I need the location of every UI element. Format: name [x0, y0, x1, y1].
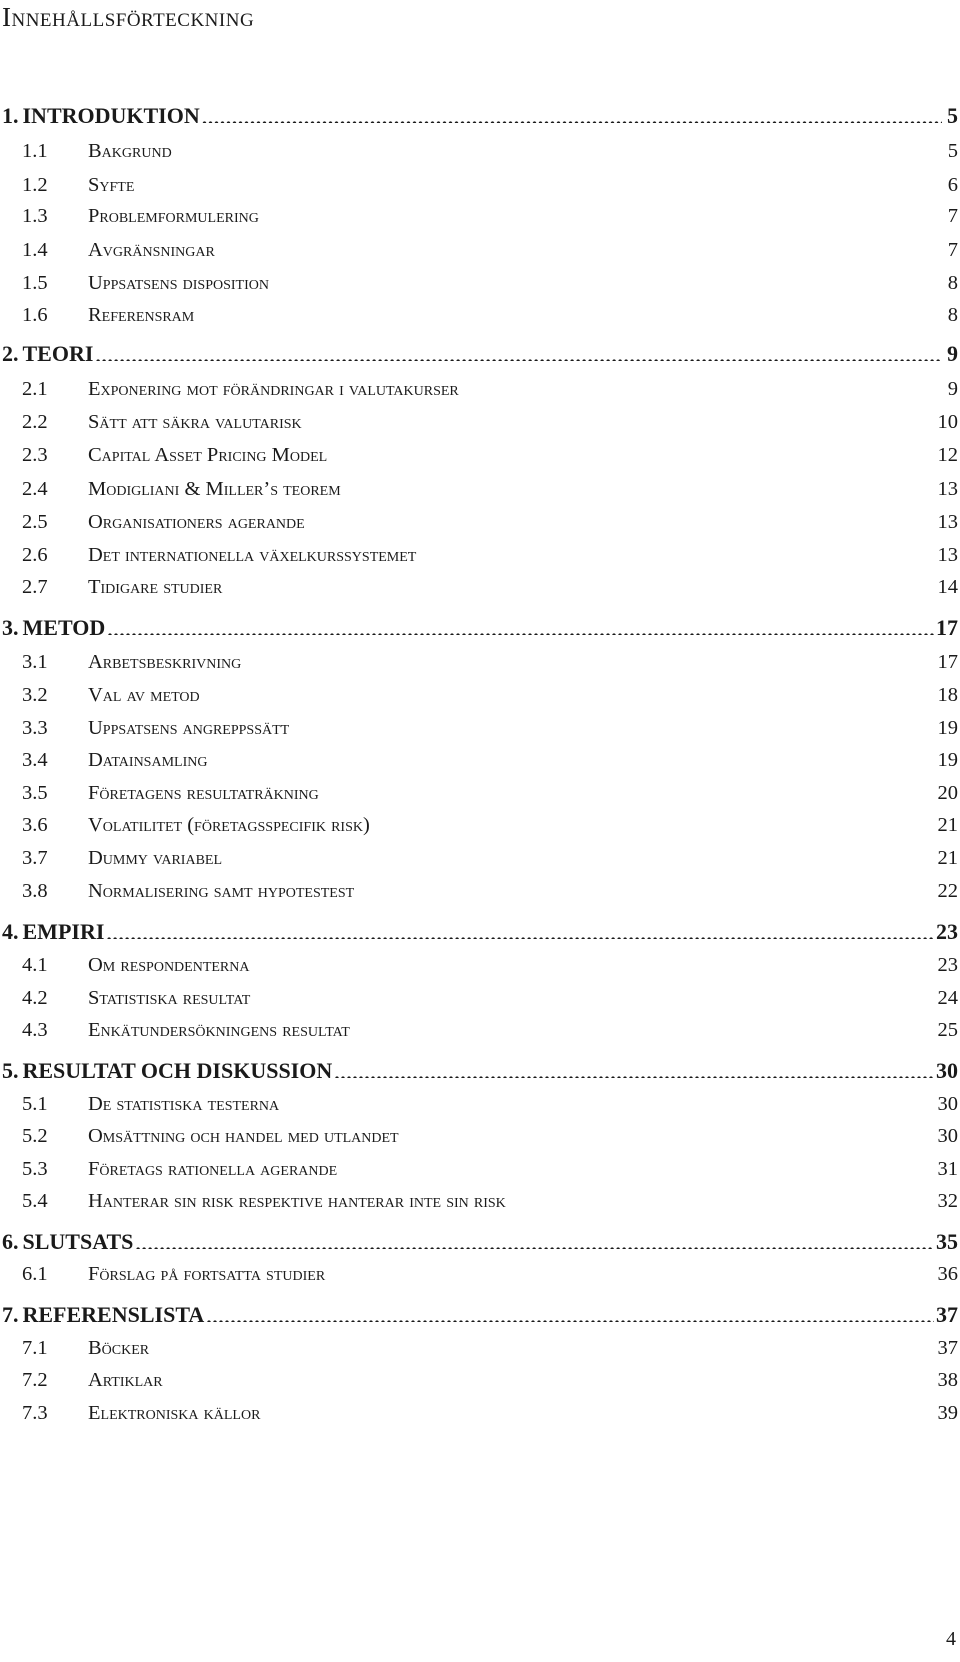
- toc-entry-label: Omsättning och handel med utlandet: [88, 1125, 399, 1147]
- toc-entry-label: Modigliani & Miller’s teorem: [88, 478, 341, 500]
- toc-dot-leader: [209, 746, 935, 767]
- toc-dot-leader: [136, 171, 942, 192]
- toc-chapter-entry[interactable]: [0, 337, 960, 371]
- toc-entry-page: 36: [937, 1263, 958, 1285]
- toc-dot-leader: [224, 844, 935, 865]
- toc-dot-leader: [252, 951, 936, 972]
- toc-section-entry[interactable]: [0, 1396, 960, 1430]
- toc-entry-number: 5.4: [22, 1190, 48, 1212]
- toc-entry-page: 12: [937, 444, 958, 466]
- toc-entry-page: 13: [937, 511, 958, 533]
- toc-entry-page: 17: [937, 651, 958, 673]
- toc-section-entry[interactable]: [0, 874, 960, 908]
- toc-entry-number: 6.: [2, 1229, 19, 1254]
- toc-section-entry[interactable]: [0, 233, 960, 267]
- toc-entry-number: 3.2: [22, 684, 48, 706]
- toc-dot-leader: [243, 648, 935, 669]
- toc-entry-number: 3.7: [22, 847, 48, 869]
- toc-entry-page: 7: [947, 205, 958, 227]
- toc-entry-number: 3.: [2, 615, 19, 640]
- toc-section-entry[interactable]: [0, 776, 960, 810]
- toc-dot-leader: [174, 137, 942, 158]
- toc-section-entry[interactable]: [0, 538, 960, 572]
- toc-entry-label: Datainsamling: [88, 749, 208, 771]
- toc-entry-label: Artiklar: [88, 1369, 163, 1391]
- toc-section-entry[interactable]: [0, 168, 960, 202]
- toc-entry-number: 3.5: [22, 782, 48, 804]
- toc-entry-label: Exponering mot förändringar i valutakurser: [88, 378, 459, 400]
- toc-dot-leader: [202, 101, 942, 123]
- toc-entry-page: 37: [937, 1337, 958, 1359]
- toc-section-entry[interactable]: [0, 981, 960, 1015]
- toc-entry-number: 2.1: [22, 378, 48, 400]
- toc-entry-page: 13: [937, 478, 958, 500]
- toc-dot-leader: [206, 1300, 934, 1322]
- toc-entry-number: 2.6: [22, 544, 48, 566]
- toc-dot-leader: [372, 811, 936, 832]
- toc-entry-number: 1.2: [22, 174, 48, 196]
- toc-dot-leader: [107, 613, 934, 635]
- toc-section-entry[interactable]: [0, 505, 960, 539]
- toc-entry-number: 3.8: [22, 880, 48, 902]
- toc-entry-page: 19: [937, 717, 958, 739]
- toc-entry-label: Organisationers agerande: [88, 511, 305, 533]
- toc-entry-label: Capital Asset Pricing Model: [88, 444, 328, 466]
- toc-entry-number: 1.3: [22, 205, 48, 227]
- toc-entry-number: 3.3: [22, 717, 48, 739]
- toc-entry-label: Tidigare studier: [88, 576, 223, 598]
- toc-entry-page: 39: [937, 1402, 958, 1424]
- toc-entry-number: 3.6: [22, 814, 48, 836]
- toc-dot-leader: [334, 1056, 934, 1078]
- toc-entry-label: Val av metod: [88, 684, 200, 706]
- toc-chapter-entry[interactable]: [0, 611, 960, 645]
- toc-section-entry[interactable]: [0, 372, 960, 406]
- toc-dot-leader: [327, 1260, 935, 1281]
- toc-entry-page: 23: [937, 954, 958, 976]
- toc-section-entry[interactable]: [0, 438, 960, 472]
- toc-entry-number: 1.: [2, 103, 19, 128]
- toc-dot-leader: [321, 779, 936, 800]
- toc-entry-page: 6: [947, 174, 958, 196]
- toc-entry-page: 17: [936, 615, 958, 640]
- toc-section-entry[interactable]: [0, 199, 960, 233]
- toc-dot-leader: [106, 917, 934, 939]
- toc-chapter-entry[interactable]: [0, 1054, 960, 1088]
- toc-section-entry[interactable]: [0, 134, 960, 168]
- toc-entry-label: Normalisering samt hypotestest: [88, 880, 355, 902]
- toc-entry-number: 2.4: [22, 478, 48, 500]
- toc-chapter-entry[interactable]: [0, 915, 960, 949]
- toc-section-entry[interactable]: [0, 711, 960, 745]
- toc-entry-number: 2.: [2, 341, 19, 366]
- toc-entry-number: 1.6: [22, 304, 48, 326]
- toc-entry-number: 2.2: [22, 411, 48, 433]
- toc-entry-label: METOD: [22, 615, 106, 640]
- toc-section-entry[interactable]: [0, 808, 960, 842]
- toc-entry-page: 9: [947, 341, 958, 366]
- toc-entry-page: 30: [936, 1058, 958, 1083]
- toc-entry-number: 5.2: [22, 1125, 48, 1147]
- toc-dot-leader: [252, 984, 935, 1005]
- toc-entry-label: Arbetsbeskrivning: [88, 651, 242, 673]
- toc-dot-leader: [261, 202, 942, 223]
- toc-entry-page: 22: [937, 880, 958, 902]
- toc-section-entry[interactable]: [0, 1257, 960, 1291]
- toc-entry-number: 4.1: [22, 954, 48, 976]
- toc-entry-label: Förslag på fortsatta studier: [88, 1263, 326, 1285]
- toc-entry-page: 10: [937, 411, 958, 433]
- toc-section-entry[interactable]: [0, 1363, 960, 1397]
- toc-dot-leader: [151, 1334, 935, 1355]
- toc-entry-number: 2.5: [22, 511, 48, 533]
- toc-section-entry[interactable]: [0, 472, 960, 506]
- toc-entry-page: 31: [937, 1158, 958, 1180]
- toc-section-entry[interactable]: [0, 1152, 960, 1186]
- toc-entry-page: 23: [936, 919, 958, 944]
- toc-section-entry[interactable]: [0, 1087, 960, 1121]
- toc-section-entry[interactable]: [0, 948, 960, 982]
- toc-dot-leader: [202, 681, 936, 702]
- toc-entry-page: 30: [937, 1125, 958, 1147]
- toc-entry-number: 7.3: [22, 1402, 48, 1424]
- toc-entry-label: EMPIRI: [22, 919, 105, 944]
- toc-entry-label: Syfte: [88, 174, 135, 196]
- toc-entry-number: 4.3: [22, 1019, 48, 1041]
- toc-entry-label: Dummy variabel: [88, 847, 223, 869]
- toc-entry-page: 20: [937, 782, 958, 804]
- toc-dot-leader: [271, 269, 942, 290]
- toc-entry-label: Om respondenterna: [88, 954, 250, 976]
- toc-dot-leader: [196, 301, 942, 322]
- toc-entry-label: REFERENSLISTA: [22, 1302, 205, 1327]
- toc-entry-number: 5.3: [22, 1158, 48, 1180]
- toc-dot-leader: [508, 1187, 936, 1208]
- toc-entry-page: 21: [937, 847, 958, 869]
- toc-section-entry[interactable]: [0, 678, 960, 712]
- toc-entry-page: 37: [936, 1302, 958, 1327]
- toc-entry-label: Elektroniska källor: [88, 1402, 261, 1424]
- toc-section-entry[interactable]: [0, 1119, 960, 1153]
- toc-section-entry[interactable]: [0, 1013, 960, 1047]
- toc-entry-label: RESULTAT OCH DISKUSSION: [22, 1058, 333, 1083]
- toc-dot-leader: [165, 1366, 936, 1387]
- toc-entry-label: SLUTSATS: [22, 1229, 134, 1254]
- toc-entry-number: 5.: [2, 1058, 19, 1083]
- toc-entry-number: 1.4: [22, 239, 48, 261]
- toc-dot-leader: [461, 375, 942, 396]
- toc-entry-page: 21: [937, 814, 958, 836]
- toc-entry-page: 24: [937, 987, 958, 1009]
- toc-dot-leader: [217, 236, 942, 257]
- toc-entry-page: 5: [947, 103, 958, 128]
- toc-dot-leader: [352, 1016, 936, 1037]
- toc-entry-label: INTRODUKTION: [22, 103, 200, 128]
- toc-dot-leader: [329, 441, 935, 462]
- toc-entry-label: Uppsatsens angreppssätt: [88, 717, 290, 739]
- toc-entry-label: Uppsatsens disposition: [88, 272, 269, 294]
- toc-entry-page: 13: [937, 544, 958, 566]
- toc-dot-leader: [262, 1399, 935, 1420]
- toc-dot-leader: [418, 541, 935, 562]
- page-title: Innehållsförteckning: [2, 2, 255, 32]
- toc-dot-leader: [401, 1122, 936, 1143]
- toc-section-entry[interactable]: [0, 405, 960, 439]
- toc-entry-number: 1.1: [22, 140, 48, 162]
- toc-dot-leader: [343, 475, 936, 496]
- toc-entry-page: 30: [937, 1093, 958, 1115]
- toc-entry-page: 9: [947, 378, 958, 400]
- toc-section-entry[interactable]: [0, 1184, 960, 1218]
- toc-entry-page: 25: [937, 1019, 958, 1041]
- toc-chapter-entry[interactable]: [0, 1225, 960, 1259]
- toc-section-entry[interactable]: [0, 266, 960, 300]
- toc-entry-number: 5.1: [22, 1093, 48, 1115]
- toc-entry-page: 8: [947, 304, 958, 326]
- toc-dot-leader: [95, 339, 942, 361]
- toc-section-entry[interactable]: [0, 743, 960, 777]
- toc-entry-label: Böcker: [88, 1337, 150, 1359]
- toc-entry-number: 4.: [2, 919, 19, 944]
- toc-dot-leader: [291, 714, 935, 735]
- toc-entry-page: 19: [937, 749, 958, 771]
- toc-entry-label: Referensram: [88, 304, 195, 326]
- toc-entry-label: Avgränsningar: [88, 239, 215, 261]
- toc-entry-number: 3.4: [22, 749, 48, 771]
- toc-entry-page: 18: [937, 684, 958, 706]
- toc-entry-label: Sätt att säkra valutarisk: [88, 411, 302, 433]
- toc-entry-label: Det internationella växelkurssystemet: [88, 544, 417, 566]
- toc-entry-label: Statistiska resultat: [88, 987, 251, 1009]
- toc-entry-page: 35: [936, 1229, 958, 1254]
- toc-entry-label: Företags rationella agerande: [88, 1158, 338, 1180]
- toc-entry-number: 2.3: [22, 444, 48, 466]
- toc-entry-number: 7.2: [22, 1369, 48, 1391]
- toc-entry-number: 7.1: [22, 1337, 48, 1359]
- page-number: 4: [946, 1628, 956, 1650]
- toc-entry-label: TEORI: [22, 341, 94, 366]
- toc-entry-label: Volatilitet (företagsspecifik risk): [88, 814, 370, 836]
- toc-dot-leader: [135, 1227, 934, 1249]
- toc-entry-page: 32: [937, 1190, 958, 1212]
- toc-section-entry[interactable]: [0, 1331, 960, 1365]
- toc-entry-number: 6.1: [22, 1263, 48, 1285]
- toc-entry-label: Hanterar sin risk respektive hanterar inte sin risk: [88, 1190, 506, 1212]
- toc-entry-page: 7: [947, 239, 958, 261]
- toc-dot-leader: [224, 573, 935, 594]
- toc-entry-number: 4.2: [22, 987, 48, 1009]
- toc-dot-leader: [307, 508, 936, 529]
- toc-entry-number: 3.1: [22, 651, 48, 673]
- toc-section-entry[interactable]: [0, 570, 960, 604]
- toc-entry-number: 2.7: [22, 576, 48, 598]
- toc-entry-label: Problemformulering: [88, 205, 259, 227]
- toc-dot-leader: [281, 1090, 935, 1111]
- toc-dot-leader: [339, 1155, 935, 1176]
- toc-entry-page: 14: [937, 576, 958, 598]
- toc-entry-page: 5: [947, 140, 958, 162]
- toc-section-entry[interactable]: [0, 645, 960, 679]
- toc-entry-number: 1.5: [22, 272, 48, 294]
- toc-section-entry[interactable]: [0, 841, 960, 875]
- toc-entry-page: 38: [937, 1369, 958, 1391]
- toc-entry-page: 8: [947, 272, 958, 294]
- toc-chapter-entry[interactable]: [0, 1298, 960, 1332]
- toc-dot-leader: [304, 408, 936, 429]
- toc-entry-label: Bakgrund: [88, 140, 172, 162]
- toc-dot-leader: [356, 877, 935, 898]
- toc-entry-label: De statistiska testerna: [88, 1093, 280, 1115]
- toc-entry-label: Företagens resultaträkning: [88, 782, 319, 804]
- toc-entry-number: 7.: [2, 1302, 19, 1327]
- toc-section-entry[interactable]: [0, 298, 960, 332]
- toc-entry-label: Enkätundersökningens resultat: [88, 1019, 350, 1041]
- toc-chapter-entry[interactable]: [0, 99, 960, 133]
